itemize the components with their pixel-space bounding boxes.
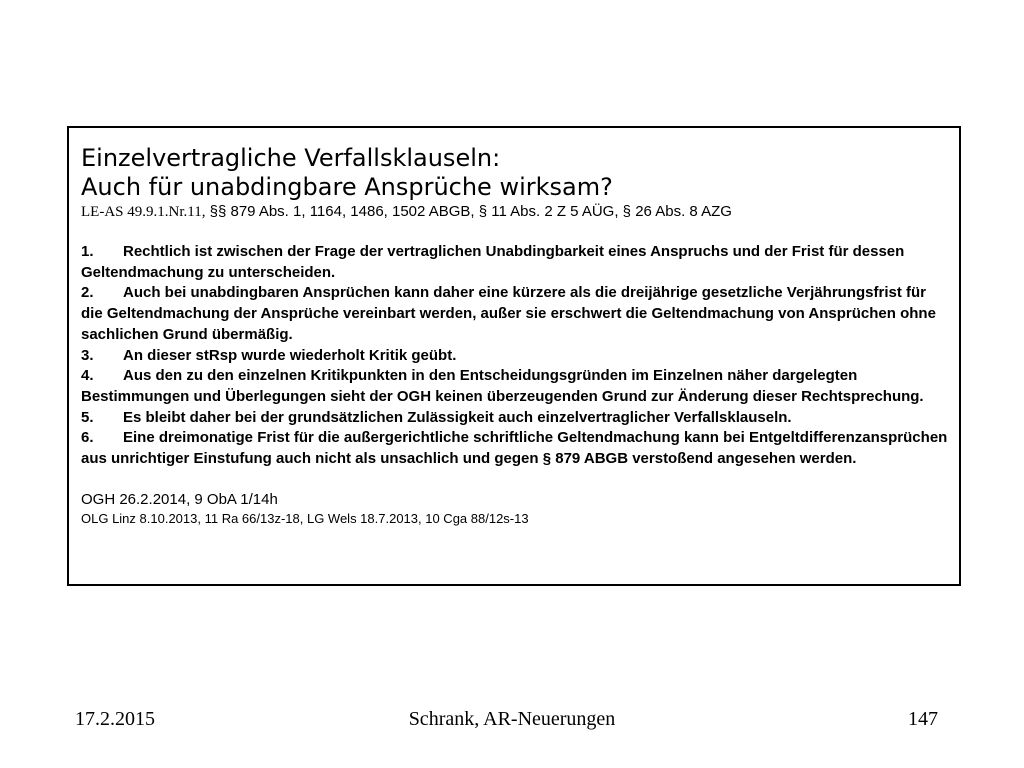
point-item — [81, 408, 949, 429]
point-text: An dieser stRsp wurde wiederholt Kritik geübt. — [123, 346, 457, 364]
content-box — [67, 126, 961, 586]
point-item — [81, 366, 949, 407]
footer-page-number: 147 — [908, 708, 938, 730]
legal-reference — [81, 202, 949, 222]
point-text: Es bleibt daher bei der grundsätzlichen Zulässigkeit auch einzelvertraglicher Verfallsklauseln. — [123, 408, 792, 426]
holding-points — [81, 242, 949, 470]
point-number: 1. — [81, 243, 94, 260]
point-item — [81, 283, 949, 345]
point-text: Eine dreimonatige Frist für die außergerichtliche schriftliche Geltendmachung kann bei Entgeltdifferenzansprüchen aus unrichtiger Einstufung auch nicht als unsachlich und gegen § 879 ABGB verstoßend angesehen werden. — [81, 429, 948, 468]
title-line-1: Einzelvertragliche Verfallsklauseln: — [81, 144, 501, 172]
point-item — [81, 242, 949, 283]
slide-title — [81, 144, 949, 202]
point-text: Auch bei unabdingbaren Ansprüchen kann daher eine kürzere als die dreijährige gesetzliche Verjährungsfrist für die Geltendmachung der Ansprüche vereinbart werden, außer sie erschwert die Geltendmachung von Ansprüchen ohne sachlichen Grund übermäßig. — [81, 284, 936, 343]
point-text: Aus den zu den einzelnen Kritikpunkten in den Entscheidungsgründen im Einzelnen näher dargelegten Bestimmungen und Überlegungen sieht der OGH keinen überzeugenden Grund zur Änderung dieser Rechtsprechung. — [81, 367, 924, 405]
reference-index: LE-AS 49.9.1.Nr.11, — [81, 204, 206, 220]
point-number: 4. — [81, 367, 94, 385]
reference-sections: §§ 879 Abs. 1, 1164, 1486, 1502 ABGB, § 11 Abs. 2 Z 5 AÜG, § 26 Abs. 8 AZG — [205, 203, 732, 220]
title-line-2: Auch für unabdingbare Ansprüche wirksam? — [81, 173, 613, 201]
point-item — [81, 346, 949, 367]
point-item — [81, 428, 949, 469]
lower-court-decisions: OLG Linz 8.10.2013, 11 Ra 66/13z-18, LG Wels 18.7.2013, 10 Cga 88/12s-13 — [81, 510, 529, 526]
point-number: 6. — [81, 429, 94, 447]
court-decision: OGH 26.2.2014, 9 ObA 1/14h — [81, 490, 278, 508]
point-number: 3. — [81, 346, 94, 364]
point-text: Rechtlich ist zwischen der Frage der vertraglichen Unabdingbarkeit eines Anspruchs und der Frist für dessen Geltendmachung zu unterscheiden. — [81, 243, 905, 281]
point-number: 2. — [81, 284, 94, 302]
point-number: 5. — [81, 408, 94, 426]
footer-author: Schrank, AR-Neuerungen — [408, 708, 616, 730]
footer-date: 17.2.2015 — [75, 708, 155, 730]
